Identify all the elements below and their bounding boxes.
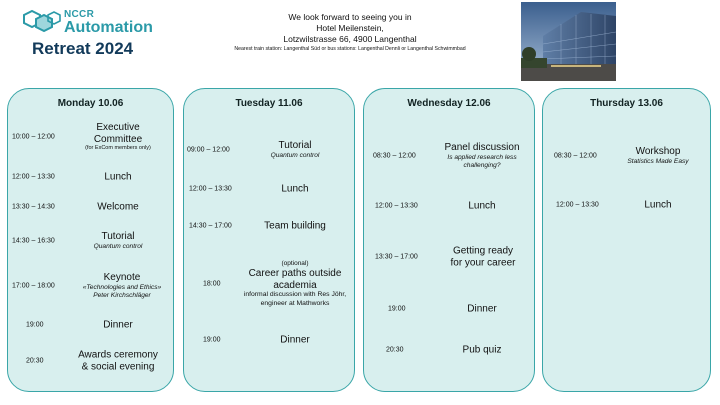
- day-title: Thursday 13.06: [590, 98, 663, 109]
- event-details: [450, 246, 516, 269]
- event-title: Awards ceremony & social evening: [78, 349, 158, 372]
- event-details: [242, 183, 348, 195]
- event-details: [434, 142, 530, 171]
- event-time: 12:00 – 13:30: [375, 202, 418, 210]
- event-subtitle: Quantum control: [270, 151, 320, 159]
- event-time: 13:30 – 17:00: [375, 253, 418, 261]
- hexagon-logo-icon: [18, 9, 62, 35]
- event-title: Dinner: [467, 303, 497, 315]
- event-note: (for ExCom members only): [85, 145, 151, 151]
- event-details: [436, 344, 528, 356]
- day-column-thursday: [542, 88, 711, 392]
- event-title: Lunch: [644, 199, 672, 211]
- event-title: Getting ready for your career: [450, 245, 516, 268]
- event-subtitle: Quantum control: [93, 242, 143, 250]
- event-time: 19:00: [388, 305, 406, 313]
- day-column-wednesday: [363, 88, 535, 392]
- event-details: [242, 220, 348, 232]
- venue-info: [200, 12, 500, 53]
- event-title: Executive Committee: [93, 122, 143, 145]
- event-title: Tutorial: [101, 231, 135, 242]
- event-details: [74, 231, 162, 251]
- event-title: Dinner: [280, 334, 310, 346]
- day-column-monday: [7, 88, 174, 392]
- event-details: [74, 319, 162, 331]
- event-subtitle: Is applied research less challenging?: [447, 153, 517, 169]
- event-time: 20:30: [386, 346, 404, 354]
- event-title: Lunch: [281, 183, 309, 195]
- event-title: Workshop: [635, 146, 681, 157]
- venue-line: Hotel Meilenstein,: [316, 23, 384, 33]
- event-details: [74, 272, 170, 301]
- event-details: [242, 334, 348, 346]
- logo-nccr-text: NCCR: [64, 9, 95, 20]
- event-details: [611, 199, 705, 211]
- event-details: [436, 200, 528, 212]
- day-column-tuesday: [183, 88, 355, 392]
- event-time: 12:00 – 13:30: [556, 201, 599, 209]
- logo-automation-text: Automation: [64, 19, 153, 36]
- venue-line: Lotzwilstrasse 66, 4900 Langenthal: [283, 34, 417, 44]
- event-optional-tag: (optional): [281, 260, 309, 267]
- event-time: 08:30 – 12:00: [554, 152, 597, 160]
- event-title: Panel discussion: [444, 141, 520, 153]
- event-time: 08:30 – 12:00: [373, 152, 416, 160]
- day-title: Monday 10.06: [57, 98, 124, 109]
- event-details: [74, 122, 162, 152]
- event-title: Dinner: [103, 319, 133, 331]
- venue-transport-note: Nearest train station: Langenthal Süd or bus stations: Langenthal Dennli or Langenthal Schwimmbad: [234, 46, 466, 52]
- hotel-photo: [521, 2, 616, 81]
- event-time: 19:00: [203, 336, 221, 344]
- event-details: [74, 201, 162, 213]
- event-title: Tutorial: [278, 140, 312, 151]
- event-time: 19:00: [26, 321, 44, 329]
- event-time: 12:00 – 13:30: [12, 173, 55, 181]
- event-title: Welcome: [97, 201, 139, 213]
- event-time: 20:30: [26, 357, 44, 365]
- event-time: 12:00 – 13:30: [189, 185, 232, 193]
- event-time: 10:00 – 12:00: [12, 133, 55, 141]
- event-time: 17:00 – 18:00: [12, 282, 55, 290]
- event-time: 14:30 – 17:00: [189, 222, 232, 230]
- venue-line: We look forward to seeing you in: [288, 12, 412, 22]
- event-title: Pub quiz: [462, 344, 502, 356]
- event-title: Team building: [264, 220, 326, 232]
- event-time: 18:00: [203, 280, 221, 288]
- event-subtitle: Statistics Made Easy: [627, 157, 689, 165]
- event-time: 09:00 – 12:00: [187, 146, 230, 154]
- event-title: Keynote: [103, 271, 141, 283]
- page-title: Retreat 2024: [32, 39, 134, 58]
- event-title: Career paths outside academia: [248, 268, 342, 291]
- event-details: [74, 350, 162, 373]
- event-details: [238, 260, 352, 308]
- event-time: 14:30 – 16:30: [12, 237, 55, 245]
- event-time: 13:30 – 14:30: [12, 203, 55, 211]
- day-title: Tuesday 11.06: [235, 98, 303, 109]
- day-title: Wednesday 12.06: [407, 98, 491, 109]
- event-title: Lunch: [104, 171, 132, 183]
- event-title: Lunch: [468, 200, 496, 212]
- event-details: [611, 146, 705, 166]
- event-details: [436, 303, 528, 315]
- event-details: [74, 171, 162, 183]
- event-details: [242, 140, 348, 160]
- event-description: informal discussion with Res Jöhr, engineer at Mathworks: [243, 291, 347, 307]
- event-subtitle: «Technologies and Ethics» Peter Kirchschläger: [82, 283, 162, 299]
